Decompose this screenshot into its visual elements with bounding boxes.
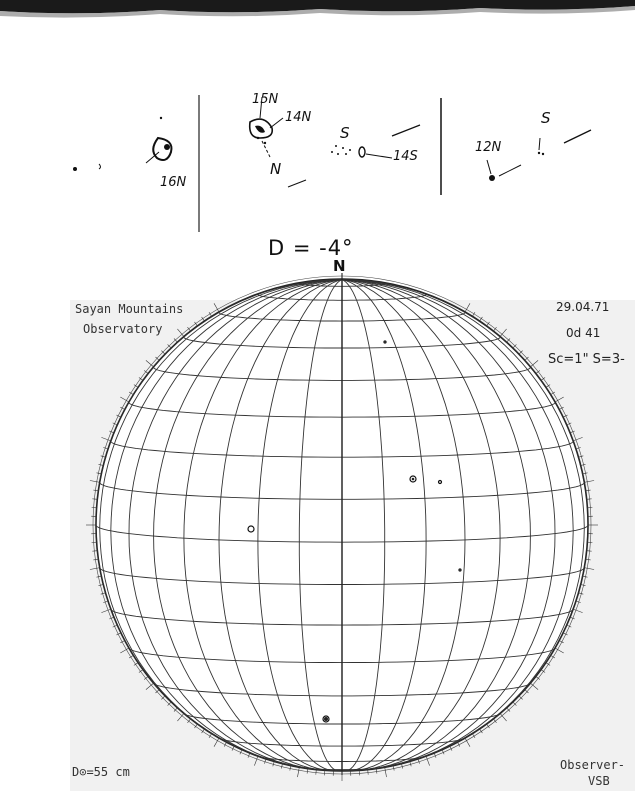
sketch-label-n: N (270, 160, 282, 178)
observatory-name: Sayan Mountains (75, 302, 184, 316)
sunspot-sketch (0, 80, 635, 240)
sketch-drawing (0, 80, 635, 240)
observation-time: 0d 41 (566, 326, 601, 340)
scan-edge (0, 0, 635, 22)
observation-date: 29.04.71 (556, 300, 610, 314)
observer-label: Observer- (560, 758, 626, 772)
sketch-label-16n: 16N (160, 175, 187, 190)
observatory-label: Observatory (83, 322, 163, 336)
sketch-label-12n: 12N (475, 140, 502, 155)
sketch-label-s2: S (541, 109, 551, 127)
observer-name: VSB (588, 774, 610, 788)
disk-diameter: D⊙=55 cm (72, 765, 130, 779)
sketch-label-s: S (340, 124, 350, 142)
sketch-label-14n: 14N (285, 110, 312, 125)
sketch-label-15n: 15N (252, 92, 279, 107)
north-marker: N (333, 257, 346, 275)
page-title: D = -4° (268, 236, 354, 260)
sketch-label-14s: 14S (393, 149, 418, 164)
seeing-estimate: Sc=1" S=3- (548, 352, 625, 367)
